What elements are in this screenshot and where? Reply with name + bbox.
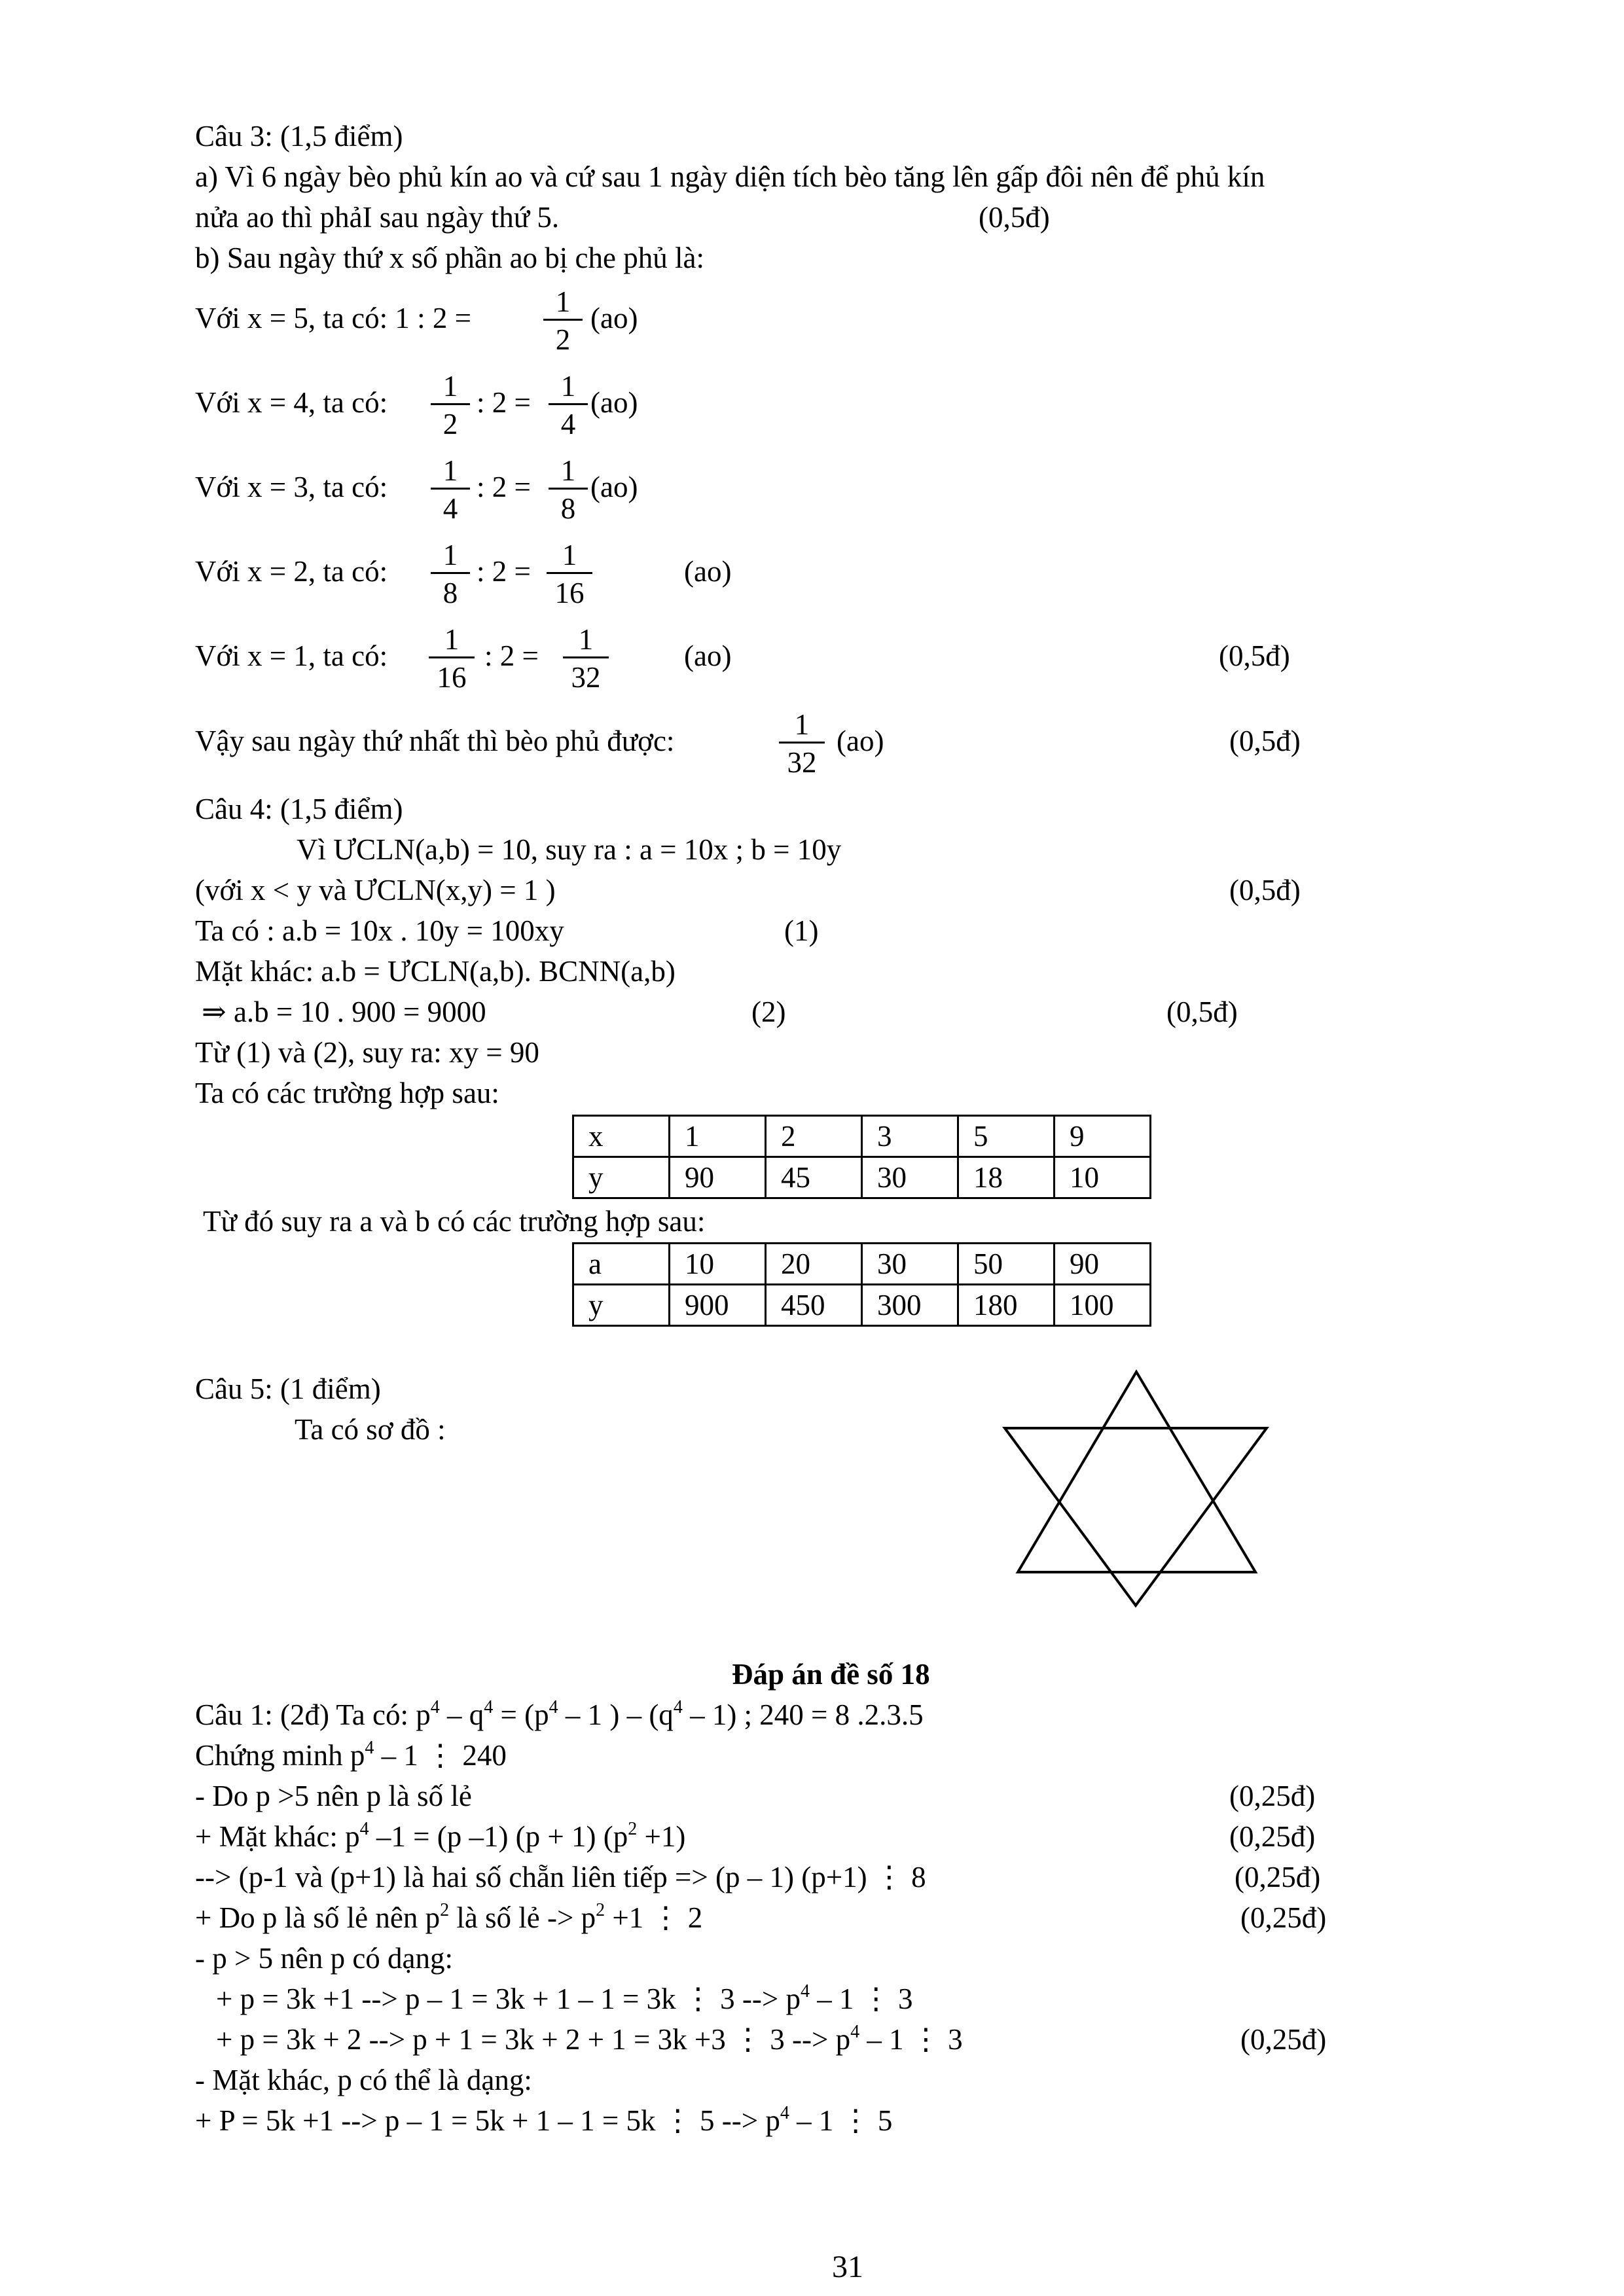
table-cell: 50	[958, 1244, 1055, 1285]
q4-line5: ⇒ a.b = 10 . 900 = 9000	[202, 996, 486, 1028]
ans18-line: + p = 3k +1 --> p – 1 = 3k + 1 – 1 = 3k ⋮ 3 --> $p^4 - 1$ ⋮ 3	[216, 1981, 913, 2015]
q3-row-x1-unit: (ao)	[684, 639, 732, 672]
table-cell: 3	[862, 1116, 958, 1157]
ans18-line: Câu 1: (2đ) Ta có: $p^4 - q^4 = (p^4 - 1$ ) – $(q^4 - 1)$ ; 240 = 8 .2.3.5	[195, 1697, 924, 1731]
q3-row-x1-left-fraction	[429, 622, 475, 695]
q3-row-x2-unit: (ao)	[684, 555, 732, 588]
q5-line1: Ta có sơ đồ :	[295, 1413, 446, 1446]
q3-row-x4-prefix: Với x = 4, ta có:	[195, 386, 388, 419]
q3-row-x2-op: : 2 =	[477, 555, 531, 588]
table-cell: 900	[670, 1285, 766, 1326]
q3-row-x1-score: (0,5đ)	[1219, 639, 1290, 672]
q3-row-x1-result-fraction	[563, 622, 609, 695]
table-cell: 45	[766, 1157, 862, 1198]
q3-conclusion-score: (0,5đ)	[1229, 725, 1301, 757]
table-cell: y	[573, 1285, 670, 1326]
ans18-line: + P = 5k +1 --> p – 1 = 5k + 1 – 1 = 5k ⋮ 5 --> $p^4 - 1$ ⋮ 5	[195, 2103, 893, 2137]
table-cell: 90	[670, 1157, 766, 1198]
table-cell: 300	[862, 1285, 958, 1326]
table-cell: 90	[1055, 1244, 1151, 1285]
table-cell: 450	[766, 1285, 862, 1326]
q3-row-x5-prefix: Với x = 5, ta có: 1 : 2 =	[195, 302, 472, 334]
fraction-numerator: 1	[442, 370, 458, 403]
q3-conclusion-fraction	[779, 708, 825, 780]
q4-line5-tag: (2)	[751, 996, 786, 1028]
q4-heading: Câu 4: (1,5 điểm)	[195, 793, 403, 825]
q3-a-score: (0,5đ)	[979, 201, 1050, 234]
fraction-numerator: 1	[444, 623, 460, 656]
q4-line2-score: (0,5đ)	[1229, 874, 1301, 906]
fraction-numerator: 1	[562, 539, 577, 571]
fraction-denominator: 32	[787, 746, 817, 779]
q3-conclusion: Vậy sau ngày thứ nhất thì bèo phủ được:	[195, 725, 675, 757]
table-row	[573, 1157, 1151, 1198]
q3-row-x2-result-fraction	[547, 538, 592, 611]
table-cell: 180	[958, 1285, 1055, 1326]
page-number: 31	[832, 2250, 863, 2284]
q4-line4: Mặt khác: a.b = ƯCLN(a,b). BCNN(a,b)	[195, 955, 676, 988]
ans18-line: + Do p là số lẻ nên $p^2$ là số lẻ -> $p^2 +1$ ⋮ 2	[195, 1900, 703, 1934]
ans18-score: (0,25đ)	[1240, 1901, 1327, 1934]
fraction-denominator: 32	[571, 661, 601, 694]
fraction-denominator: 8	[442, 577, 458, 609]
q3-row-x5-result-fraction	[543, 285, 583, 357]
ans18-line: Chứng minh $p^4 - 1$ ⋮ 240	[195, 1738, 507, 1772]
answer-key-title: Đáp án đề số 18	[732, 1658, 930, 1691]
ans18-line: - Mặt khác, p có thể là dạng:	[195, 2064, 532, 2096]
six-point-star-diagram	[995, 1361, 1283, 1617]
table-cell: 1	[670, 1116, 766, 1157]
table-cell: 30	[862, 1244, 958, 1285]
q3-row-x4-result-fraction	[549, 369, 588, 442]
table-row	[573, 1244, 1151, 1285]
table-cell: 10	[670, 1244, 766, 1285]
fraction-denominator: 16	[554, 577, 585, 609]
q3-row-x4-op: : 2 =	[477, 386, 531, 419]
q4-line3-tag: (1)	[784, 914, 819, 947]
ans18-score: (0,25đ)	[1229, 1820, 1316, 1853]
table-cell: x	[573, 1116, 670, 1157]
q4-line8: Từ đó suy ra a và b có các trường hợp sau:	[203, 1205, 706, 1238]
table-cell: 2	[766, 1116, 862, 1157]
q3-a-line2: nửa ao thì phảI sau ngày thứ 5.	[195, 201, 560, 234]
fraction-denominator: 8	[560, 492, 576, 525]
q3-heading: Câu 3: (1,5 điểm)	[195, 120, 403, 152]
triangle-up	[1018, 1372, 1255, 1572]
q3-row-x4-left-fraction	[431, 369, 470, 442]
fraction-numerator: 1	[560, 370, 576, 403]
fraction-denominator: 4	[442, 492, 458, 525]
table-cell: 18	[958, 1157, 1055, 1198]
q3-row-x1-op: : 2 =	[484, 639, 539, 672]
q3-row-x4-unit: (ao)	[590, 386, 638, 419]
table-cell: 10	[1055, 1157, 1151, 1198]
fraction-numerator: 1	[560, 454, 576, 487]
table-cell: 5	[958, 1116, 1055, 1157]
fraction-denominator: 16	[437, 661, 467, 694]
q3-row-x3-op: : 2 =	[477, 471, 531, 503]
ans18-score: (0,25đ)	[1235, 1861, 1321, 1893]
ans18-line: + Mặt khác: $p^4$ –1 = (p –1) (p + 1) $(p^2 +1)$	[195, 1819, 686, 1853]
table-cell: 20	[766, 1244, 862, 1285]
q4-ab-table	[572, 1242, 1151, 1327]
q4-line2: (với x < y và ƯCLN(x,y) = 1 )	[195, 874, 556, 906]
q3-row-x2-left-fraction	[431, 538, 470, 611]
q3-conclusion-unit: (ao)	[837, 725, 884, 757]
ans18-line: --> (p-1 và (p+1) là hai số chẵn liên tiếp => (p – 1) (p+1) ⋮ 8	[195, 1861, 926, 1893]
ans18-line: - p > 5 nên p có dạng:	[195, 1942, 454, 1975]
ans18-line: - Do p >5 nên p là số lẻ	[195, 1780, 472, 1812]
q3-row-x2-prefix: Với x = 2, ta có:	[195, 555, 388, 588]
fraction-numerator: 1	[555, 285, 571, 318]
fraction-denominator: 4	[560, 408, 576, 440]
ans18-score: (0,25đ)	[1229, 1780, 1316, 1812]
fraction-numerator: 1	[794, 708, 810, 741]
table-cell: y	[573, 1157, 670, 1198]
table-row	[573, 1116, 1151, 1157]
q3-row-x5-unit: (ao)	[590, 302, 638, 334]
q3-row-x3-left-fraction	[431, 454, 470, 526]
table-cell: a	[573, 1244, 670, 1285]
q3-row-x1-prefix: Với x = 1, ta có:	[195, 639, 388, 672]
q5-heading: Câu 5: (1 điểm)	[195, 1372, 381, 1405]
q3-row-x3-prefix: Với x = 3, ta có:	[195, 471, 388, 503]
fraction-numerator: 1	[578, 623, 594, 656]
q3-row-x3-unit: (ao)	[590, 471, 638, 503]
fraction-denominator: 2	[555, 323, 571, 356]
q4-line3: Ta có : a.b = 10x . 10y = 100xy	[195, 914, 564, 947]
q4-line7: Ta có các trường hợp sau:	[195, 1077, 499, 1109]
fraction-denominator: 2	[442, 408, 458, 440]
table-row	[573, 1285, 1151, 1326]
q4-line6: Từ (1) và (2), suy ra: xy = 90	[195, 1036, 539, 1069]
q3-b-line: b) Sau ngày thứ x số phần ao bị che phủ là:	[195, 242, 704, 274]
fraction-numerator: 1	[442, 539, 458, 571]
q3-row-x3-result-fraction	[549, 454, 588, 526]
triangle-down	[1005, 1428, 1267, 1605]
ans18-line: + p = 3k + 2 --> p + 1 = 3k + 2 + 1 = 3k +3 ⋮ 3 --> $p^4 - 1$ ⋮ 3	[216, 2022, 963, 2056]
table-cell: 100	[1055, 1285, 1151, 1326]
q4-line1: Vì ƯCLN(a,b) = 10, suy ra : a = 10x ; b = 10y	[297, 833, 842, 866]
fraction-numerator: 1	[442, 454, 458, 487]
q3-a-line1: a) Vì 6 ngày bèo phủ kín ao và cứ sau 1 ngày diện tích bèo tăng lên gấp đôi nên để phủ kín	[195, 160, 1265, 193]
ans18-score: (0,25đ)	[1240, 2023, 1327, 2056]
table-cell: 9	[1055, 1116, 1151, 1157]
q4-line5-score: (0,5đ)	[1166, 996, 1238, 1028]
q4-xy-table	[572, 1115, 1151, 1199]
table-cell: 30	[862, 1157, 958, 1198]
